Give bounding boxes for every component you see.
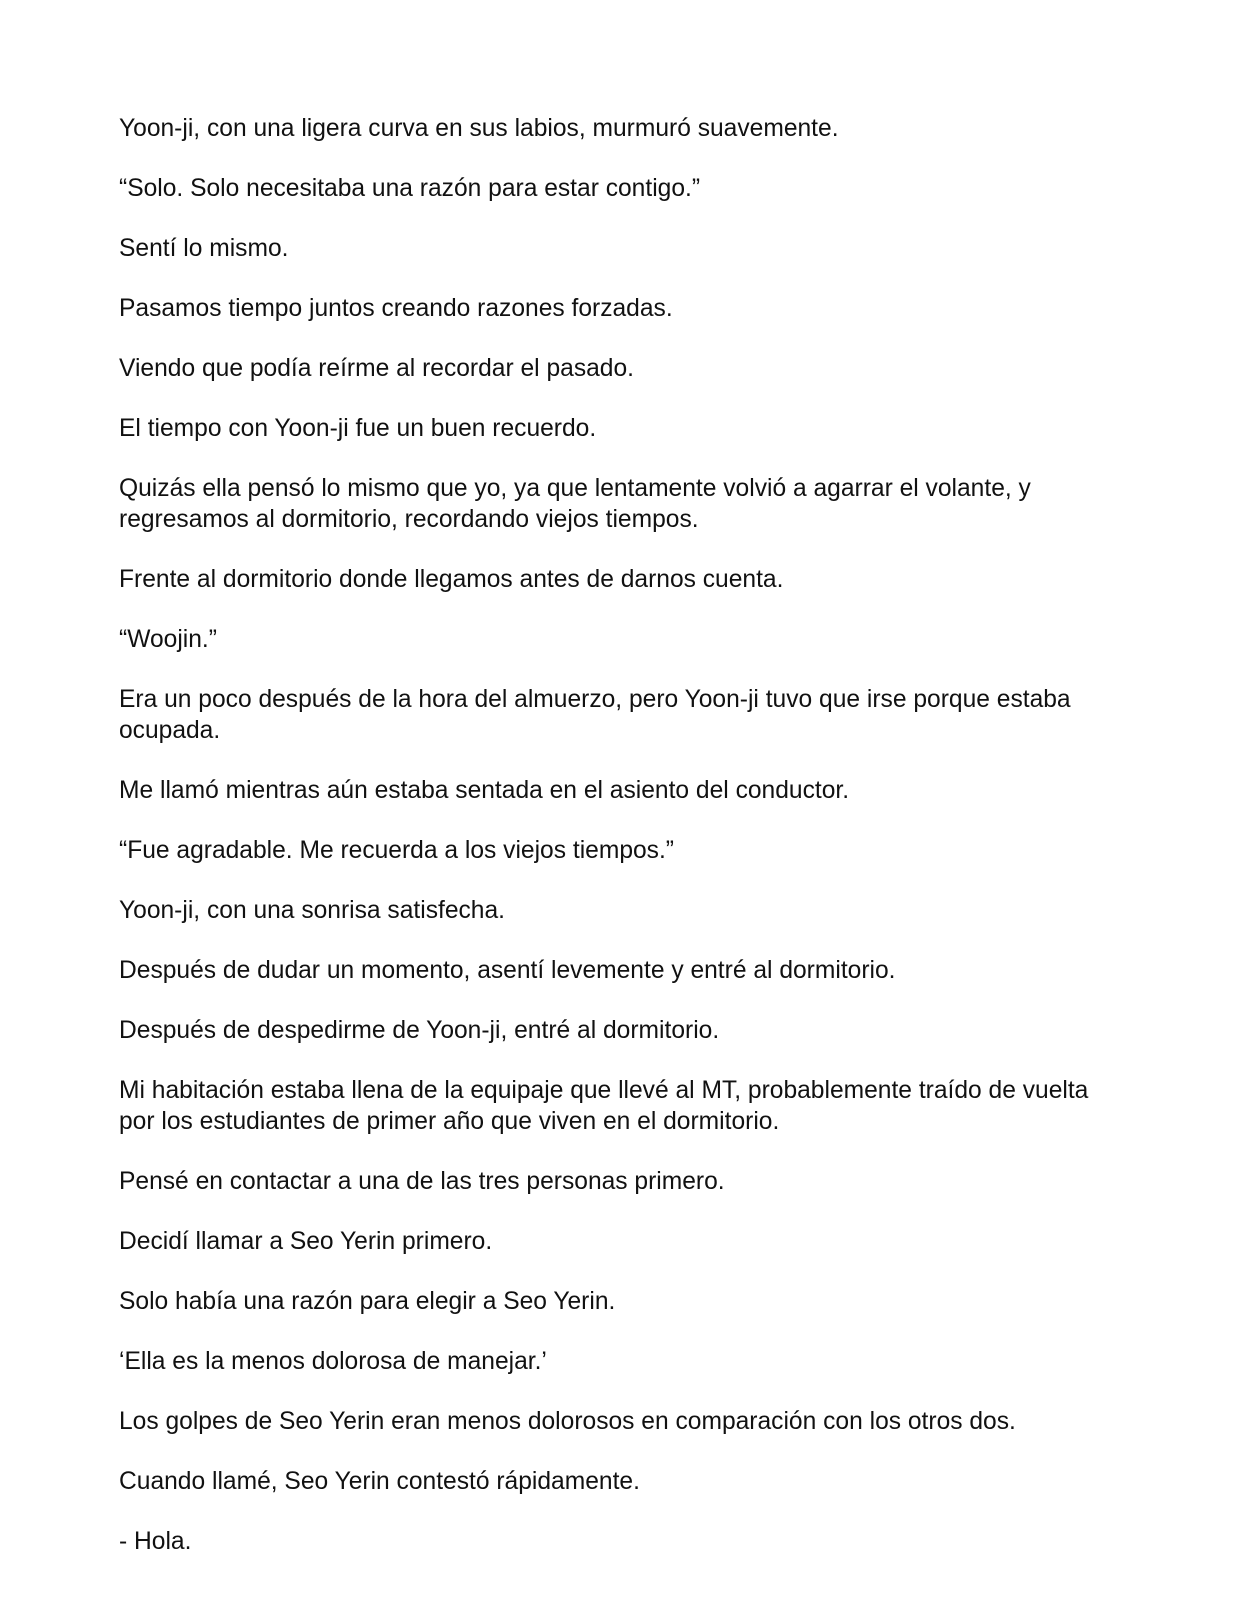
paragraph: Viendo que podía reírme al recordar el pasado. [119,355,634,382]
paragraph: - Hola. [119,1528,192,1555]
paragraph: ‘Ella es la menos dolorosa de manejar.’ [119,1348,547,1375]
paragraph: Decidí llamar a Seo Yerin primero. [119,1228,493,1255]
paragraph: “Solo. Solo necesitaba una razón para estar contigo.” [119,175,701,202]
document-body [119,113,1129,1586]
paragraph: Quizás ella pensó lo mismo que yo, ya que lentamente volvió a agarrar el volante, y regresamos al dormitorio, recordando viejos tiempos. [119,475,1031,533]
paragraph: Pensé en contactar a una de las tres personas primero. [119,1168,725,1195]
paragraph: Solo había una razón para elegir a Seo Yerin. [119,1288,616,1315]
paragraph: Después de despedirme de Yoon-ji, entré al dormitorio. [119,1017,720,1044]
paragraph: “Woojin.” [119,626,217,653]
paragraph: Los golpes de Seo Yerin eran menos dolorosos en comparación con los otros dos. [119,1408,1016,1435]
paragraph: Pasamos tiempo juntos creando razones forzadas. [119,295,673,322]
paragraph: Era un poco después de la hora del almuerzo, pero Yoon-ji tuvo que irse porque estaba ocupada. [119,686,1071,744]
paragraph: El tiempo con Yoon-ji fue un buen recuerdo. [119,415,597,442]
paragraph: Sentí lo mismo. [119,235,289,262]
paragraph: Me llamó mientras aún estaba sentada en el asiento del conductor. [119,777,850,804]
paragraph: “Fue agradable. Me recuerda a los viejos tiempos.” [119,837,674,864]
paragraph: Yoon-ji, con una sonrisa satisfecha. [119,897,505,924]
paragraph: Después de dudar un momento, asentí levemente y entré al dormitorio. [119,957,896,984]
paragraph: Frente al dormitorio donde llegamos antes de darnos cuenta. [119,566,784,593]
paragraph: Mi habitación estaba llena de la equipaje que llevé al MT, probablemente traído de vuelta por los estudiantes de primer año que viven en el dormitorio. [119,1077,1089,1135]
paragraph: Cuando llamé, Seo Yerin contestó rápidamente. [119,1468,640,1495]
paragraph: Yoon-ji, con una ligera curva en sus labios, murmuró suavemente. [119,115,839,142]
